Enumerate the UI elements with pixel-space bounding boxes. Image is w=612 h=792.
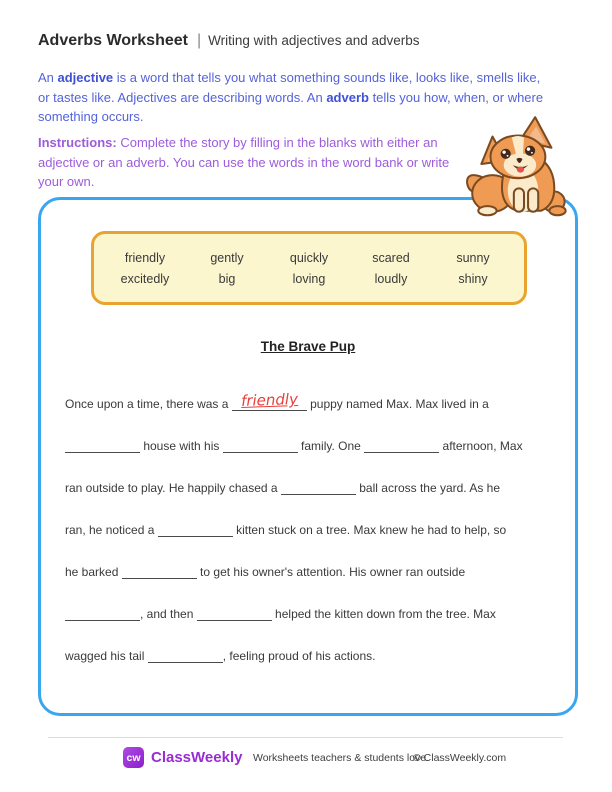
classweekly-logo-icon: cw bbox=[123, 747, 144, 768]
story-segment: ball across the yard. As he bbox=[355, 481, 500, 495]
fill-in-blank[interactable] bbox=[65, 607, 140, 621]
fill-in-blank[interactable] bbox=[197, 607, 272, 621]
word-bank-word: gently bbox=[210, 250, 244, 265]
word-bank-word: scared bbox=[372, 250, 410, 265]
word-bank-word: big bbox=[218, 271, 236, 286]
page-title: Adverbs Worksheet bbox=[38, 32, 188, 49]
word-bank-word: sunny bbox=[456, 250, 490, 265]
story-text bbox=[65, 383, 565, 677]
instructions-label: Instructions: bbox=[38, 135, 117, 150]
footer-logo bbox=[123, 747, 242, 768]
word-bank-word: quickly bbox=[289, 250, 329, 265]
corgi-puppy-icon bbox=[460, 114, 588, 218]
story-segment: afternoon, Max bbox=[439, 439, 523, 453]
definition-segment: is a word that tells you what something sounds like, looks like, smells like, or tastes like. Adjectives are describing words. An bbox=[38, 70, 541, 105]
content-frame bbox=[38, 197, 578, 716]
story-line bbox=[65, 593, 565, 635]
definition-keyword: adverb bbox=[326, 89, 369, 105]
story-line bbox=[65, 425, 565, 467]
fill-in-blank[interactable] bbox=[281, 481, 356, 495]
fill-in-blank[interactable] bbox=[364, 439, 439, 453]
word-bank-grid bbox=[91, 231, 527, 305]
header bbox=[38, 32, 420, 50]
story-line bbox=[65, 383, 565, 425]
story-segment: , feeling proud of his actions. bbox=[222, 649, 376, 663]
story-segment: family. One bbox=[297, 439, 365, 453]
word-bank-word: loudly bbox=[374, 271, 408, 286]
story-line bbox=[65, 635, 565, 677]
story-segment: , and then bbox=[140, 607, 197, 621]
story-segment: ran outside to play. He happily chased a bbox=[65, 481, 281, 495]
story-segment: Once upon a time, there was a bbox=[65, 397, 232, 411]
word-bank-word: loving bbox=[292, 271, 326, 286]
story-segment: wagged his tail bbox=[65, 649, 148, 663]
story-line bbox=[65, 551, 565, 593]
definition-segment: tells you how, when, or where something occurs. bbox=[38, 89, 544, 124]
footer-copyright: © ClassWeekly.com bbox=[413, 752, 507, 764]
brand-name: ClassWeekly bbox=[151, 749, 243, 766]
footer-tagline: Worksheets teachers & students love. bbox=[253, 752, 430, 764]
fill-in-blank[interactable] bbox=[122, 565, 197, 579]
story-line bbox=[65, 509, 565, 551]
fill-in-blank[interactable] bbox=[148, 649, 223, 663]
definition-keyword: adjective bbox=[57, 70, 114, 85]
story-segment: helped the kitten down from the tree. Max bbox=[271, 607, 496, 621]
story-line bbox=[65, 467, 565, 509]
fill-in-blank[interactable] bbox=[223, 439, 298, 453]
story-title: The Brave Pup bbox=[260, 339, 356, 354]
definition-segment: An bbox=[38, 70, 58, 85]
story-segment: ran, he noticed a bbox=[65, 523, 158, 537]
story-segment: house with his bbox=[140, 439, 223, 453]
handwritten-answer: friendly bbox=[240, 390, 298, 410]
story-segment: to get his owner's attention. His owner ran outside bbox=[196, 565, 466, 579]
title-separator: | bbox=[196, 32, 202, 49]
footer-divider bbox=[48, 737, 563, 738]
word-bank-word: friendly bbox=[124, 250, 166, 265]
story-segment: he barked bbox=[65, 565, 122, 579]
fill-in-blank[interactable] bbox=[232, 390, 307, 411]
fill-in-blank[interactable] bbox=[158, 523, 233, 537]
story-segment: kitten stuck on a tree. Max knew he had to help, so bbox=[232, 523, 507, 537]
instructions-text bbox=[38, 133, 462, 192]
fill-in-blank[interactable] bbox=[65, 439, 140, 453]
story-segment: puppy named Max. Max lived in a bbox=[306, 397, 489, 411]
word-bank-word: shiny bbox=[458, 271, 488, 286]
word-bank-word: excitedly bbox=[120, 271, 170, 286]
page-subtitle: Writing with adjectives and adverbs bbox=[208, 33, 420, 48]
instructions-body: Complete the story by filling in the blanks with either an adjective or an adverb. You can use the words in the word bank or write your own. bbox=[38, 135, 450, 189]
